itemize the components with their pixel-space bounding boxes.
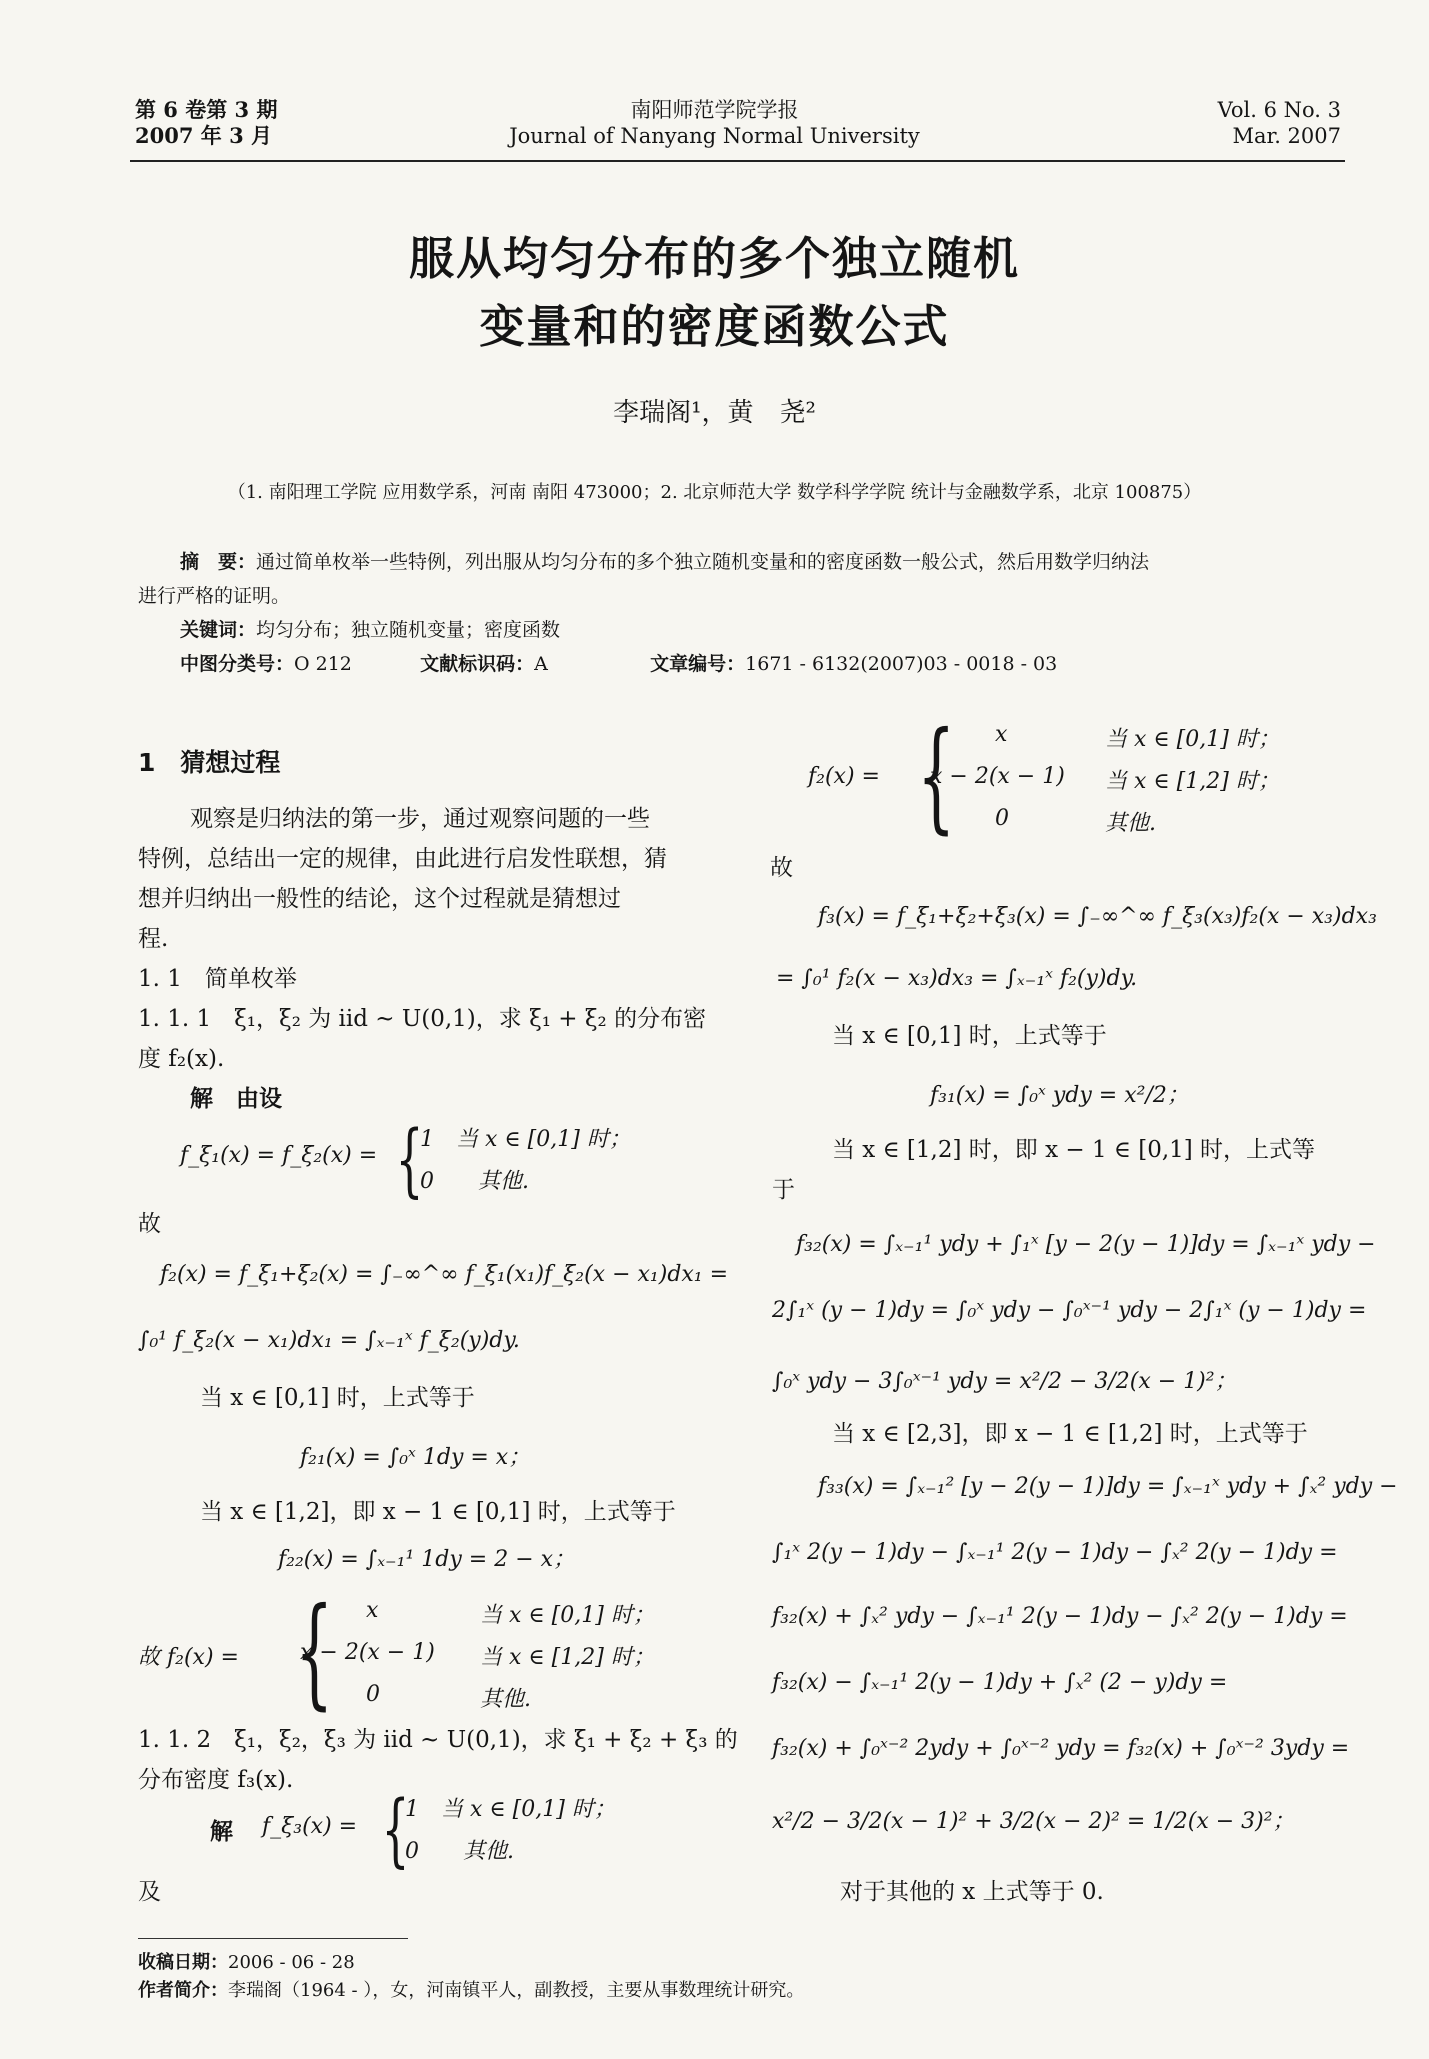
f2-case1-expr: x <box>995 722 1008 747</box>
doc-code: A <box>534 653 548 675</box>
vol-en: Vol. 6 No. 3 <box>1217 98 1341 122</box>
case-text: 当 x ∈ [1,2] 时，即 x − 1 ∈ [0,1] 时，上式等 <box>832 1137 1316 1163</box>
eq-fxi3-case1: 1 当 x ∈ [0,1] 时； <box>405 1797 616 1822</box>
case-text: 当 x ∈ [0,1] 时，上式等于 <box>200 1385 475 1411</box>
abstract-label: 摘 要： <box>180 551 257 573</box>
ji-label: 及 <box>138 1879 161 1905</box>
eq-f32-line3: ∫₀ˣ ydy − 3∫₀ˣ⁻¹ ydy = x²/2 − 3/2(x − 1)²； <box>772 1369 1237 1394</box>
eq-fxi3-lhs: f_ξ₃(x) = <box>262 1814 358 1839</box>
journal-vol <box>1218 97 1341 149</box>
f2-case3-cond: 其他. <box>480 1687 531 1712</box>
case-text: 当 x ∈ [2,3]，即 x − 1 ∈ [1,2] 时，上式等于 <box>832 1421 1308 1447</box>
journal-name <box>0 97 1429 149</box>
eq-f33-line4: f₃₂(x) − ∫ₓ₋₁¹ 2(y − 1)dy + ∫ₓ² (2 − y)dy = <box>772 1670 1228 1695</box>
brace-symbol: { <box>917 707 956 846</box>
eq-f2-cases-lhs: 故 f₂(x) = <box>138 1645 239 1670</box>
para-line: 观察是归纳法的第一步，通过观察问题的一些 <box>190 806 650 832</box>
received-value: 2006 - 06 - 28 <box>228 1952 355 1973</box>
abstract <box>138 545 1348 681</box>
case-text: 当 x ∈ [0,1] 时，上式等于 <box>832 1023 1107 1049</box>
item-line: 1. 1. 2 ξ₁，ξ₂，ξ₃ 为 iid ~ U(0,1)，求 ξ₁ + ξ₂ + ξ₃ 的 <box>138 1727 738 1753</box>
eq-f21: f₂₁(x) = ∫₀ˣ 1dy = x； <box>300 1445 531 1470</box>
eq-f32-line2: 2∫₁ˣ (y − 1)dy = ∫₀ˣ ydy − ∫₀ˣ⁻¹ ydy − 2∫₁ˣ (y − 1)dy = <box>772 1298 1367 1323</box>
date-en: Mar. 2007 <box>1232 124 1341 148</box>
f2-case3-cond: 其他. <box>1105 811 1156 836</box>
left-column <box>138 743 728 1119</box>
article-no: 1671 - 6132(2007)03 - 0018 - 03 <box>745 653 1058 675</box>
keywords-label: 关键词： <box>180 619 257 641</box>
eq-f33-line5: f₃₂(x) + ∫₀ˣ⁻² 2ydy + ∫₀ˣ⁻² ydy = f₃₂(x) + ∫₀ˣ⁻² 3ydy = <box>772 1736 1350 1761</box>
abstract-text-1: 通过简单枚举一些特例，列出服从均匀分布的多个独立随机变量和的密度函数一般公式，然后用数学归纳法 <box>256 551 1150 573</box>
item-line: 度 f₂(x). <box>138 1046 225 1072</box>
eq-f2-line1: f₂(x) = f_ξ₁+ξ₂(x) = ∫₋∞^∞ f_ξ₁(x₁)f_ξ₂(x − x₁)dx₁ = <box>160 1262 729 1287</box>
para-line: 想并归纳出一般性的结论，这个过程就是猜想过 <box>138 886 621 912</box>
eq-fxi-lhs: f_ξ₁(x) = f_ξ₂(x) = <box>180 1143 378 1168</box>
brace-symbol: { <box>395 1113 424 1206</box>
article-no-label: 文章编号： <box>650 653 746 675</box>
item-line: 1. 1. 1 ξ₁，ξ₂ 为 iid ~ U(0,1)，求 ξ₁ + ξ₂ 的分布密 <box>138 1006 707 1032</box>
clc: O 212 <box>294 653 352 675</box>
closing-text: 对于其他的 x 上式等于 0. <box>840 1879 1104 1905</box>
eq-f33-line1: f₃₃(x) = ∫ₓ₋₁² [y − 2(y − 1)]dy = ∫ₓ₋₁ˣ ydy + ∫ₓ² ydy − <box>818 1474 1398 1499</box>
f2-case2-expr: x − 2(x − 1) <box>930 764 1065 789</box>
volume-issue: 第 6 卷第 3 期 <box>135 97 278 122</box>
para-line: 特例，总结出一定的规律，由此进行启发性联想，猜 <box>138 846 667 872</box>
paper-title-line2: 变量和的密度函数公式 <box>479 300 950 353</box>
case-text: 于 <box>772 1177 795 1203</box>
eq-fxi3-case2: 0 其他. <box>405 1839 514 1864</box>
footnote-rule <box>138 1938 408 1939</box>
item2 <box>138 1720 738 1800</box>
f2-case1-cond: 当 x ∈ [0,1] 时； <box>480 1603 655 1628</box>
authors: 李瑞阁¹，黄 尧² <box>613 398 816 428</box>
affiliation: （1. 南阳理工学院 应用数学系，河南 南阳 473000；2. 北京师范大学 数学科学学院 统计与金融数学系，北京 100875） <box>227 482 1202 503</box>
eq-f3-line1: f₃(x) = f_ξ₁+ξ₂+ξ₃(x) = ∫₋∞^∞ f_ξ₃(x₃)f₂(x − x₃)dx₃ <box>818 904 1377 929</box>
header-rule <box>130 160 1345 162</box>
f2-case2-cond: 当 x ∈ [1,2] 时； <box>1105 769 1280 794</box>
item-line: 分布密度 f₃(x). <box>138 1767 294 1793</box>
received-label: 收稿日期： <box>138 1952 228 1973</box>
eq-fxi-case2: 0 其他. <box>420 1169 529 1194</box>
subsection-heading: 1. 1 简单枚举 <box>138 966 297 992</box>
eq-f31: f₃₁(x) = ∫₀ˣ ydy = x²/2； <box>930 1083 1189 1108</box>
eq-f32-line1: f₃₂(x) = ∫ₓ₋₁¹ ydy + ∫₁ˣ [y − 2(y − 1)]dy = ∫ₓ₋₁ˣ ydy − <box>796 1232 1376 1257</box>
f2-case3-expr: 0 <box>995 806 1009 831</box>
solution-label: 解 由设 <box>190 1085 282 1112</box>
f2-case1-cond: 当 x ∈ [0,1] 时； <box>1105 727 1280 752</box>
journal-name-cn: 南阳师范学院学报 <box>630 98 799 122</box>
issue-date: 2007 年 3 月 <box>135 123 272 148</box>
received-date <box>138 1948 355 1974</box>
case-text: 当 x ∈ [1,2]，即 x − 1 ∈ [0,1] 时，上式等于 <box>200 1499 676 1525</box>
f2-case1-expr: x <box>366 1598 379 1623</box>
solution-label: 解 <box>210 1818 233 1845</box>
gu-label: 故 <box>138 1211 161 1237</box>
f2-case2-cond: 当 x ∈ [1,2] 时； <box>480 1645 655 1670</box>
f2-case3-expr: 0 <box>366 1682 380 1707</box>
author-bio <box>138 1976 804 2002</box>
eq-f2-cases-lhs-right: f₂(x) = <box>808 764 880 789</box>
brace-symbol: { <box>381 1783 410 1876</box>
eq-fxi-case1: 1 当 x ∈ [0,1] 时； <box>420 1127 631 1152</box>
abstract-text-2: 进行严格的证明。 <box>138 585 291 607</box>
eq-f22: f₂₂(x) = ∫ₓ₋₁¹ 1dy = 2 − x； <box>278 1547 576 1572</box>
doc-code-label: 文献标识码： <box>420 653 535 675</box>
section-heading: 1 猜想过程 <box>138 748 281 777</box>
para-line: 程. <box>138 926 169 952</box>
brace-symbol: { <box>295 1583 334 1722</box>
eq-f2-line2: ∫₀¹ f_ξ₂(x − x₁)dx₁ = ∫ₓ₋₁ˣ f_ξ₂(y)dy. <box>138 1328 520 1353</box>
bio-value: 李瑞阁（1964 - ），女，河南镇平人，副教授，主要从事数理统计研究。 <box>228 1980 805 2001</box>
paper-title-line1: 服从均匀分布的多个独立随机 <box>408 232 1020 285</box>
gu-label: 故 <box>770 855 793 881</box>
journal-name-en: Journal of Nanyang Normal University <box>509 124 920 148</box>
clc-label: 中图分类号： <box>180 653 295 675</box>
bio-label: 作者简介： <box>138 1980 228 2001</box>
eq-f33-line6: x²/2 − 3/2(x − 1)² + 3/2(x − 2)² = 1/2(x − 3)²； <box>772 1809 1295 1834</box>
eq-f33-line3: f₃₂(x) + ∫ₓ² ydy − ∫ₓ₋₁¹ 2(y − 1)dy − ∫ₓ² 2(y − 1)dy = <box>772 1604 1348 1629</box>
f2-case2-expr: x − 2(x − 1) <box>300 1640 435 1665</box>
eq-f3-line2: = ∫₀¹ f₂(x − x₃)dx₃ = ∫ₓ₋₁ˣ f₂(y)dy. <box>776 966 1138 991</box>
keywords: 均匀分布；独立随机变量；密度函数 <box>256 619 561 641</box>
eq-f33-line2: ∫₁ˣ 2(y − 1)dy − ∫ₓ₋₁¹ 2(y − 1)dy − ∫ₓ² 2(y − 1)dy = <box>772 1540 1338 1565</box>
